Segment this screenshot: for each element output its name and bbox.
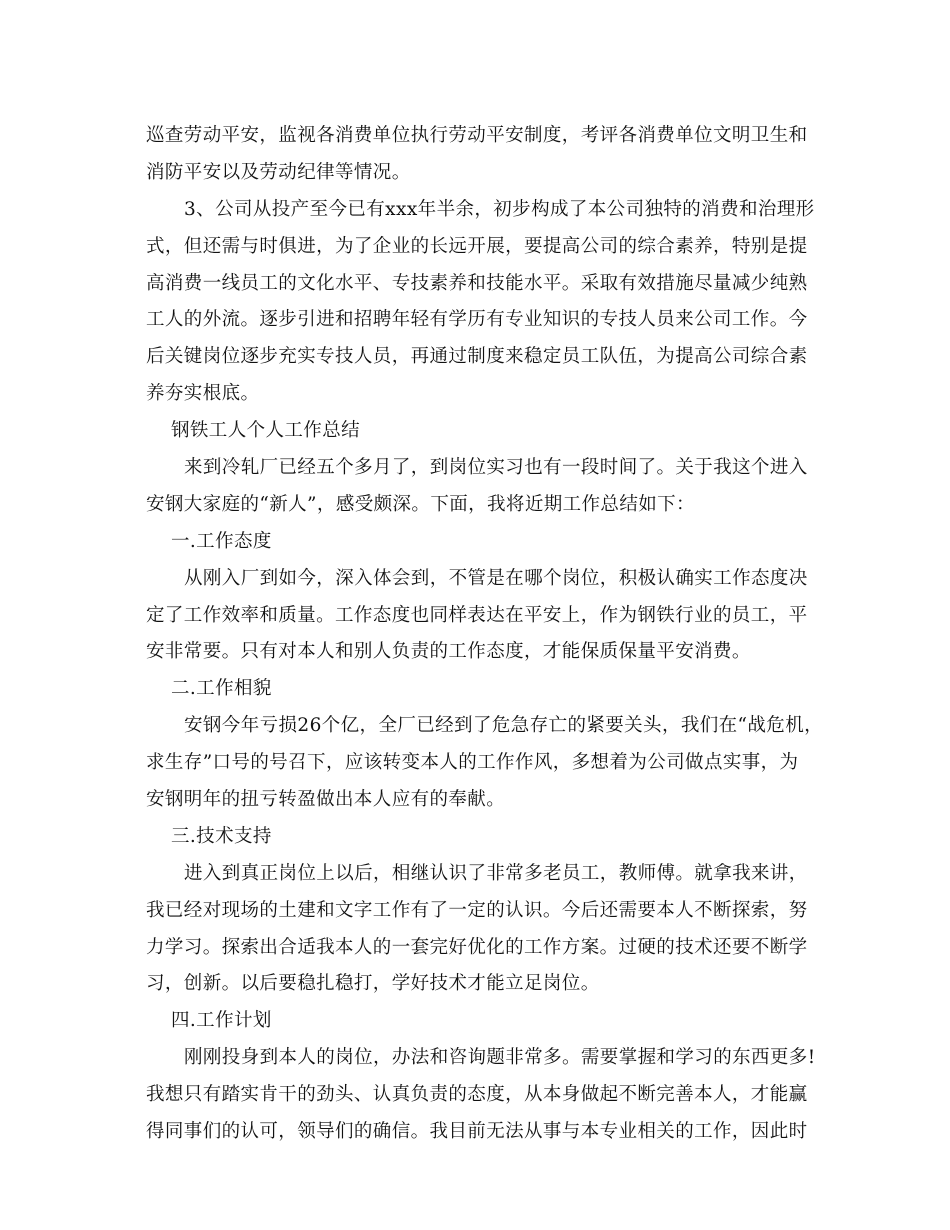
text-line: 工人的外流。逐步引进和招聘年轻有学历有专业知识的专技人员来公司工作。今: [146, 309, 808, 331]
text-line: 安钢今年亏损26个亿，全厂已经到了危急存亡的紧要关头，我们在“战危机，: [184, 715, 824, 737]
section-title: 钢铁工人个人工作总结: [171, 420, 361, 442]
text-line: 安钢明年的扭亏转盈做出本人应有的奉献。: [146, 789, 506, 811]
text-line: 求生存”口号的号召下，应该转变本人的工作作风，多想着为公司做点实事，为: [146, 752, 799, 774]
text-line: 习，创新。以后要稳扎稳打，学好技术才能立足岗位。: [146, 973, 600, 995]
text-line: 力学习。探索出合适我本人的一套完好优化的工作方案。过硬的技术还要不断学: [146, 936, 808, 958]
text-line: 定了工作效率和质量。工作态度也同样表达在平安上，作为钢铁行业的员工，平: [146, 604, 808, 626]
text-line: 安钢大家庭的“新人”，感受颇深。下面，我将近期工作总结如下：: [146, 493, 695, 515]
text-line: 我想只有踏实肯干的劲头、认真负责的态度，从本身做起不断完善本人，才能赢: [146, 1084, 808, 1106]
text-line: 式，但还需与时俱进，为了企业的长远开展，要提高公司的综合素养，特别是提: [146, 235, 808, 257]
document-body: [146, 118, 824, 1151]
text-line: 得同事们的认可，领导们的确信。我目前无法从事与本专业相关的工作，因此时: [146, 1121, 808, 1143]
text-line: 进入到真正岗位上以后，相继认识了非常多老员工，教师傅。就拿我来讲，: [184, 862, 808, 884]
section-heading: 一.工作态度: [171, 530, 272, 552]
text-line: 刚刚投身到本人的岗位，办法和咨询题非常多。需要掌握和学习的东西更多!: [184, 1047, 816, 1069]
text-line: 安非常要。只有对本人和别人负责的工作态度，才能保质保量平安消费。: [146, 641, 751, 663]
text-line: 从刚入厂到如今，深入体会到，不管是在哪个岗位，积极认确实工作态度决: [184, 567, 808, 589]
section-heading: 二.工作相貌: [171, 678, 272, 700]
text-line: 养夯实根底。: [146, 383, 260, 405]
text-line: 3、公司从投产至今已有xxx年半余，初步构成了本公司独特的消费和治理形: [184, 198, 815, 220]
text-line: 高消费一线员工的文化水平、专技素养和技能水平。采取有效措施尽量减少纯熟: [146, 272, 808, 294]
text-line: 消防平安以及劳动纪律等情况。: [146, 161, 411, 183]
text-line: 来到冷轧厂已经五个多月了，到岗位实习也有一段时间了。关于我这个进入: [184, 457, 808, 479]
text-line: 后关键岗位逐步充实专技人员，再通过制度来稳定员工队伍，为提高公司综合素: [146, 346, 808, 368]
text-line: 巡查劳动平安，监视各消费单位执行劳动平安制度，考评各消费单位文明卫生和: [146, 125, 808, 146]
section-heading: 四.工作计划: [171, 1010, 272, 1032]
text-line: 我已经对现场的土建和文字工作有了一定的认识。今后还需要本人不断探索，努: [146, 899, 808, 921]
section-heading: 三.技术支持: [171, 825, 272, 847]
